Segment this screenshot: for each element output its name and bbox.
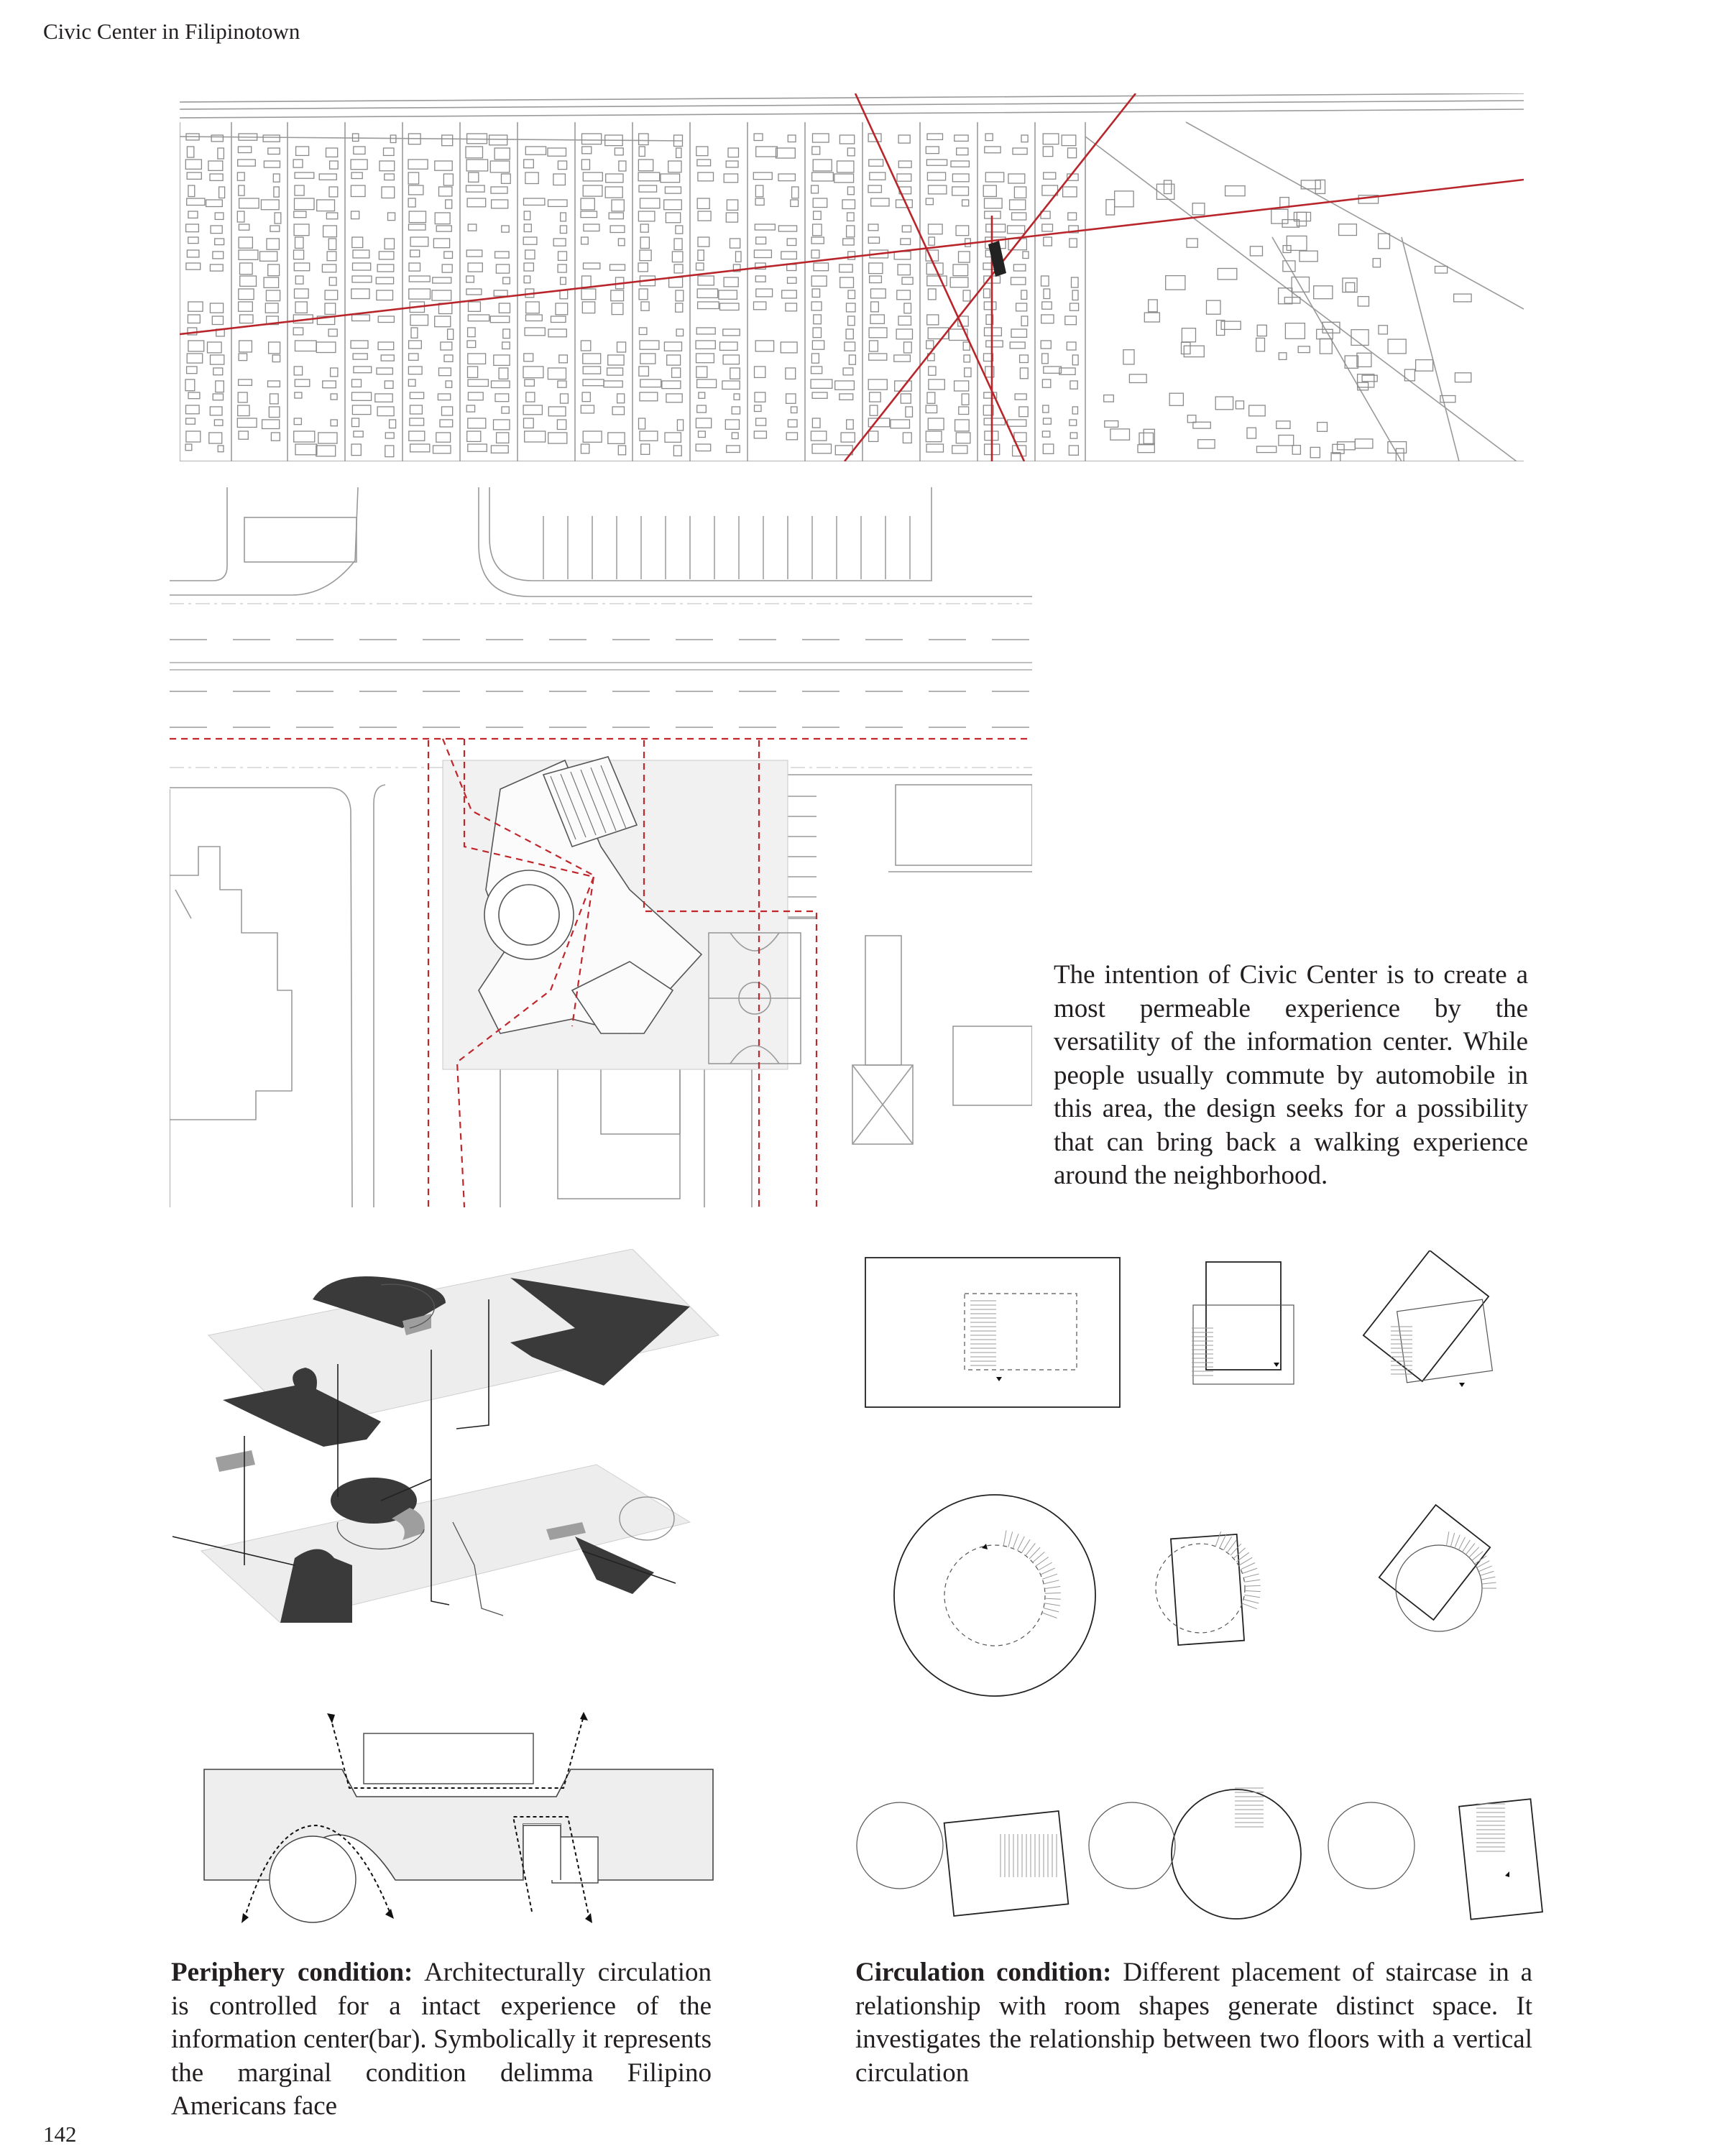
periphery-caption bbox=[171, 1956, 712, 2124]
running-header: Civic Center in Filipinotown bbox=[43, 19, 300, 44]
circulation-matrix bbox=[855, 1250, 1545, 1962]
axis-line-horizontal bbox=[180, 180, 1524, 334]
periphery-heading: Periphery condition: bbox=[171, 1958, 413, 1987]
site-plan bbox=[170, 487, 1032, 1207]
periphery-body: Architecturally circulation is controlled for a intact experience of the information center(bar). Symbolically it represents the marginal condition delimma Filipino Americans face bbox=[171, 1958, 712, 2121]
circulation-caption bbox=[855, 1956, 1532, 2090]
periphery-diagram bbox=[201, 1710, 719, 1926]
neighborhood-map bbox=[180, 93, 1524, 461]
information-center-bar bbox=[364, 1733, 533, 1784]
circulation-heading: Circulation condition: bbox=[855, 1958, 1112, 1987]
page-number: 142 bbox=[43, 2122, 77, 2147]
round-room bbox=[270, 1836, 356, 1922]
axis-line-diagonal-2 bbox=[845, 93, 1136, 461]
intro-paragraph: The intention of Civic Center is to create a most permeable experience by the versatility of the information center. While people usually commute by automobile in this area, the design seeks for a possibility that can bring back a walking experience around the neighborhood. bbox=[1054, 960, 1528, 1190]
axis-line-diagonal-1 bbox=[855, 93, 1024, 461]
circulation-body: Different placement of staircase in a relationship with room shapes generate distinct space. It investigates the relationship between two floors with a vertical circulation bbox=[855, 1958, 1533, 2088]
lower-floor-plane bbox=[201, 1465, 690, 1623]
exploded-axonometric bbox=[172, 1249, 733, 1651]
